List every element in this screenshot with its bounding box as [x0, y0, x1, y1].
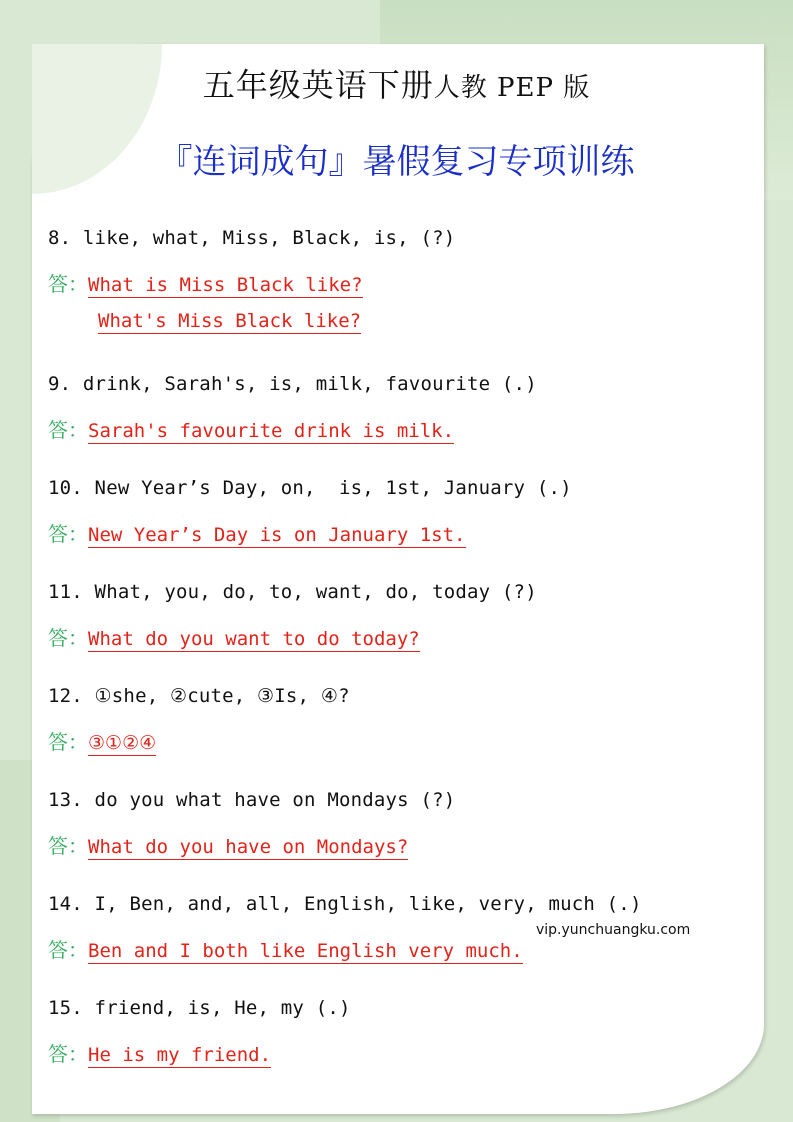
- question-12: 12. ①she, ②cute, ③Is, ④?: [48, 685, 350, 707]
- answer-label: 答：: [48, 1042, 88, 1066]
- page-title: [0, 60, 793, 106]
- answer-row-15: [48, 1038, 271, 1067]
- answer-row-13: [48, 830, 408, 859]
- answer-8a: What is Miss Black like?: [88, 274, 363, 296]
- question-13: 13. do you what have on Mondays (?): [48, 789, 456, 811]
- answer-label: 答：: [48, 418, 88, 442]
- answer-row-8b: [98, 310, 361, 332]
- answer-11: What do you want to do today?: [88, 628, 420, 650]
- answer-14: Ben and I both like English very much.: [88, 940, 523, 962]
- answer-12: ③①②④: [88, 732, 157, 754]
- answer-15: He is my friend.: [88, 1044, 272, 1066]
- answer-label: 答：: [48, 730, 88, 754]
- answer-row-14: [48, 934, 523, 963]
- answer-row-11: [48, 622, 420, 651]
- title-main: 五年级英语下册: [202, 66, 434, 104]
- answer-label: 答：: [48, 834, 88, 858]
- answer-label: 答：: [48, 522, 88, 546]
- answer-row-10: [48, 518, 466, 547]
- answer-13: What do you have on Mondays?: [88, 836, 409, 858]
- question-11: 11. What, you, do, to, want, do, today (?): [48, 581, 537, 603]
- question-9: 9. drink, Sarah's, is, milk, favourite (.): [48, 373, 537, 395]
- answer-label: 答：: [48, 626, 88, 650]
- answer-label: 答：: [48, 272, 88, 296]
- question-8: 8. like, what, Miss, Black, is, (?): [48, 227, 456, 249]
- answer-row-8: [48, 268, 363, 297]
- title-edition: 人教 PEP 版: [433, 73, 591, 103]
- question-10: 10. New Year’s Day, on, is, 1st, January (.): [48, 477, 572, 499]
- watermark: vip.yunchuangku.com: [536, 922, 691, 938]
- question-15: 15. friend, is, He, my (.): [48, 997, 351, 1019]
- answer-10: New Year’s Day is on January 1st.: [88, 524, 466, 546]
- answer-8b: What's Miss Black like?: [98, 310, 362, 332]
- answer-label: 答：: [48, 938, 88, 962]
- answer-row-12: [48, 726, 156, 755]
- answer-row-9: [48, 414, 454, 443]
- page-subtitle: 『连词成句』暑假复习专项训练: [158, 142, 635, 182]
- question-14: 14. I, Ben, and, all, English, like, very, much (.): [48, 893, 642, 915]
- answer-9: Sarah's favourite drink is milk.: [88, 420, 455, 442]
